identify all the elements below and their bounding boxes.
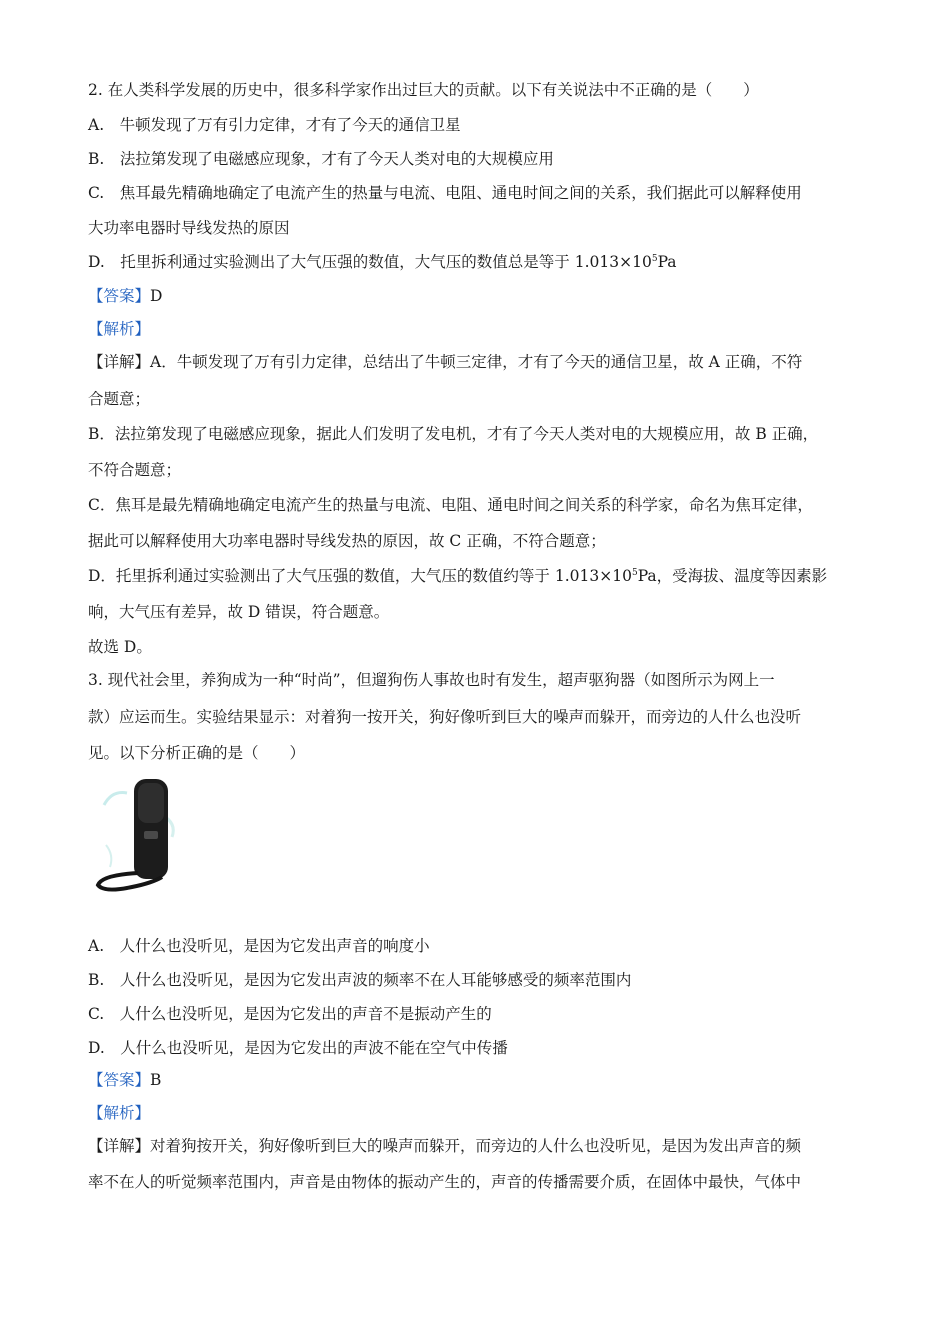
q2-detail-b-line1: B．法拉第发现了电磁感应现象，据此人们发明了发电机，才有了今天人类对电的大规模应用，故 B 正确， <box>88 425 819 443</box>
q2-option-c-line2: 大功率电器时导线发热的原因 <box>88 219 290 237</box>
q3-option-d: D. 人什么也没听见，是因为它发出的声波不能在空气中传播 <box>88 1039 508 1057</box>
q3-stem-line2: 款）应运而生。实验结果显示：对着狗一按开关，狗好像听到巨大的噪声而躲开，而旁边的人什么也没听 <box>88 708 802 726</box>
q2-detail-a-line1: 【详解】A．牛顿发现了万有引力定律，总结出了牛顿三定律，才有了今天的通信卫星，故 A 正确，不符 <box>88 353 803 371</box>
q2-option-d: D. 托里拆利通过实验测出了大气压强的数值，大气压的数值总是等于 $1.013\times 10^5Pa$ <box>88 253 677 271</box>
q3-option-a: A. 人什么也没听见，是因为它发出声音的响度小 <box>88 937 430 955</box>
q3-detail-line2: 率不在人的听觉频率范围内，声音是由物体的振动产生的，声音的传播需要介质，在固体中最快，气体中 <box>88 1173 802 1191</box>
q2-detail-c-line1: C．焦耳是最先精确地确定电流产生的热量与电流、电阻、通电时间之间关系的科学家，命名为焦耳定律， <box>88 496 813 514</box>
answer-tag: 【答案】 <box>88 287 151 305</box>
q3-option-b: B. 人什么也没听见，是因为它发出声波的频率不在人耳能够感受的频率范围内 <box>88 971 632 989</box>
q2-answer: 【答案】D <box>88 287 163 305</box>
q3-option-c: C. 人什么也没听见，是因为它发出的声音不是振动产生的 <box>88 1005 492 1023</box>
q2-option-a: A. 牛顿发现了万有引力定律，才有了今天的通信卫星 <box>88 116 461 134</box>
q2-option-b: B. 法拉第发现了电磁感应现象，才有了今天人类对电的大规模应用 <box>88 150 554 168</box>
q3-analysis-tag: 【解析】 <box>88 1104 151 1122</box>
q2-detail-b-line2: 不符合题意； <box>88 461 182 479</box>
q3-detail-line1: 【详解】对着狗按开关，狗好像听到巨大的噪声而躲开，而旁边的人什么也没听见，是因为发出声音的频 <box>88 1137 802 1155</box>
q2-detail-c-line2: 据此可以解释使用大功率电器时导线发热的原因，故 C 正确，不符合题意； <box>88 532 606 550</box>
q2-option-c-line1: C. 焦耳最先精确地确定了电流产生的热量与电流、电阻、通电时间之间的关系，我们据此可以解释使用 <box>88 184 802 202</box>
q2-detail-d-line2: 响，大气压有差异，故 D 错误，符合题意。 <box>88 603 390 621</box>
ultrasonic-dog-repeller-image <box>92 775 202 897</box>
q3-stem-line1: 3. 现代社会里，养狗成为一种“时尚”，但遛狗伤人事故也时有发生，超声驱狗器（如图所示为网上一 <box>88 671 775 689</box>
q2-stem: 2. 在人类科学发展的历史中，很多科学家作出过巨大的贡献。以下有关说法中不正确的是（ ） <box>88 81 759 99</box>
q3-answer: 【答案】B <box>88 1071 162 1089</box>
detail-tag: 【详解】 <box>88 353 151 371</box>
q2-conclusion: 故选 D。 <box>88 638 152 656</box>
q3-stem-line3: 见。以下分析正确的是（ ） <box>88 744 306 762</box>
q2-detail-d-line1: D．托里拆利通过实验测出了大气压强的数值，大气压的数值约等于 $1.013\times 10^5Pa$，受海拔、温度等因素影 <box>88 567 828 585</box>
q2-analysis-tag: 【解析】 <box>88 320 151 338</box>
q2-detail-a-line2: 合题意； <box>88 390 151 408</box>
